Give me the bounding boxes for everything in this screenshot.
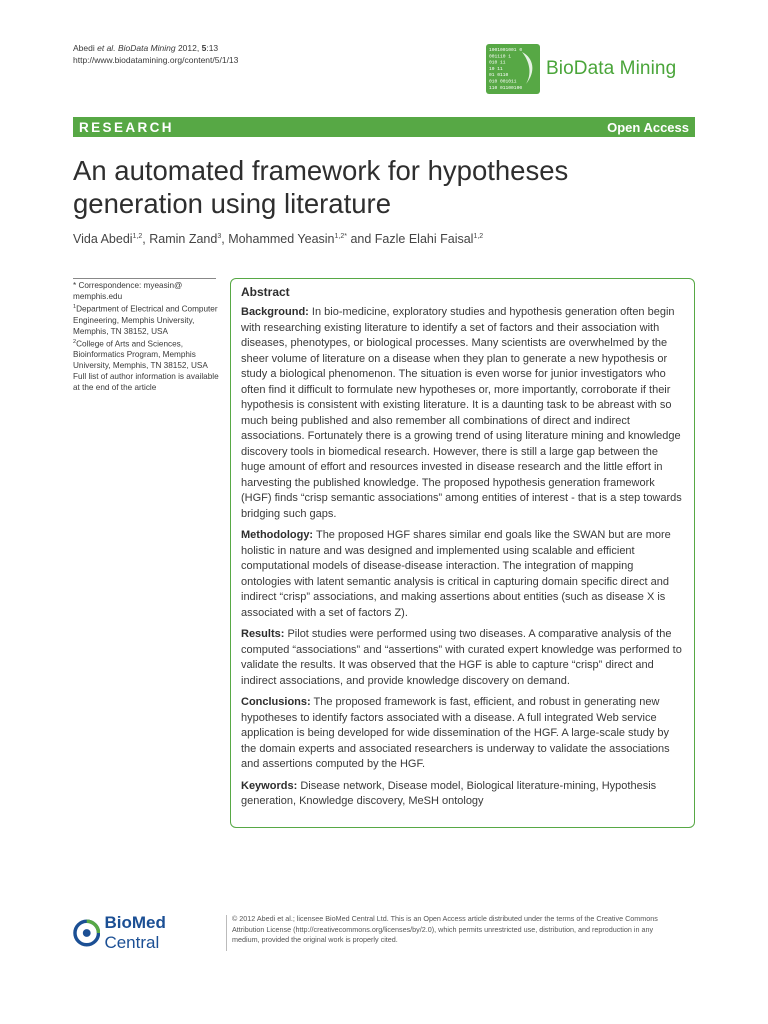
journal-logo (486, 44, 696, 94)
footer-divider (226, 915, 227, 951)
logo-digit-line: 001110 1 (489, 54, 512, 60)
logo-digit-line: 10 11 (489, 66, 503, 72)
section-text: The proposed HGF shares similar end goals like the SWAN but are more holistic in nature and was designed and implemented using scalable and efficient computational models of disease-disease interaction. The integration of mapping ontologies with latent semantic analysis is critical in capturing domain specific direct and indirect “crisp” associations, and making assertions about entities (such as disease X is associated with a set of factors Z). (241, 529, 671, 619)
open-access-badge: Open Access (607, 119, 689, 135)
section-text: Disease network, Disease model, Biological literature-mining, Hypothesis generation, Knowledge discovery, MeSH ontology (241, 779, 657, 807)
abstract-methodology (241, 528, 684, 621)
abstract-results (241, 627, 684, 689)
abstract-heading: Abstract (241, 285, 290, 299)
author-info-note: Full list of author information is available at the end of the article (73, 372, 219, 393)
author-list (73, 232, 693, 246)
logo-digit-line: 010 001011 (489, 79, 517, 85)
side-notes-divider (73, 278, 216, 279)
correspondence-email[interactable]: * Correspondence: myeasin@ (73, 281, 183, 290)
citation-author: Abedi (73, 43, 95, 53)
biomed-central-logo (73, 913, 223, 953)
logo-digit-line: 1001001001 0 (489, 48, 523, 53)
citation-journal: BioData Mining (117, 43, 176, 53)
section-label: Methodology: (241, 529, 314, 541)
biodata-logo-icon (486, 44, 540, 94)
logo-digit-line: 110 01100100 (489, 85, 523, 91)
citation-etal: et al. (97, 43, 116, 53)
section-label: Conclusions: (241, 696, 311, 708)
citation-article: :13 (206, 43, 219, 53)
correspondence (73, 280, 223, 302)
citation-line (73, 42, 238, 54)
citation-year: 2012, (177, 43, 200, 53)
logo-digit-line: 010 11 (489, 60, 506, 66)
affiliation-1: $^1$Department of Electrical and Computer Engineering, Memphis University, Memphis, TN 38152, USA (73, 304, 218, 336)
affiliation-2: $^2$College of Arts and Sciences, Bioinformatics Program, Memphis University, Memphis, TN 38152, USA (73, 338, 208, 371)
author: Ramin Zand$^3$, (149, 232, 229, 246)
biomed-central-wordmark: BioMed Central (104, 913, 166, 952)
abstract-keywords (241, 779, 684, 810)
header-citation (73, 42, 238, 66)
abstract-background (241, 305, 684, 522)
correspondence-email-domain[interactable]: memphis.edu (73, 292, 123, 301)
citation-url[interactable]: http://www.biodatamining.org/content/5/1/13 (73, 55, 239, 65)
section-banner (73, 117, 695, 137)
side-notes (73, 280, 223, 393)
section-text: Pilot studies were performed using two diseases. A comparative analysis of the computed “associations” and “assertions” with curated expert knowledge was performed to validate the results. It was observed that the HGF is able to capture “crisp” direct and indirect associations, and provide knowledge discovery on demand. (241, 628, 682, 687)
author: Fazle Elahi Faisal$^{1,2}$ (374, 232, 484, 246)
abstract-box (230, 278, 695, 828)
journal-logo-text: BioData Mining (546, 58, 677, 79)
section-label: Keywords: (241, 779, 298, 792)
abstract-conclusions (241, 695, 684, 773)
author: Mohammed Yeasin$^{1,2*}$ and (228, 232, 375, 246)
biomed-central-icon (73, 919, 100, 947)
title-line-2: generation using literature (73, 188, 391, 219)
banner-research-label: RESEARCH (79, 119, 174, 135)
section-label: Results: (241, 628, 285, 640)
section-text: The proposed framework is fast, efficient, and robust in generating new hypotheses to identify factors associated with a disease. A full integrated Web service application is being developed for wide dissemination of the HGF. A large-scale study by the domain experts and associated researchers is underway to validate the associations and assertions computed by the HGF. (241, 696, 670, 770)
section-text: In bio-medicine, exploratory studies and hypothesis generation often begin with researching existing literature to identify a set of factors and their association with diseases, phenotypes, or biological processes. Many scientists are overwhelmed by the sheer volume of literature on a disease when they plan to generate a new hypothesis or study a biological phenomenon. The situation is even worse for junior investigators who often find it difficult to formulate new hypotheses or, more importantly, corroborate if their hypothesis is consistent with existing literature. It is a daunting task to be abreast with so much being published and also remember all combinations of direct and indirect associations. Fortunately there is a growing trend of using literature mining and knowledge discovery tools in biomedical research. However, there is still a large gap between the huge amount of effort and resources invested in disease research and the little effort in harvesting the published knowledge. The proposed hypothesis generation framework (HGF) finds “crisp semantic associations” among entities of interest - that is a step towards bridging such gaps. (241, 306, 682, 520)
logo-digit-line: 01 0110 (489, 73, 509, 79)
author: Vida Abedi$^{1,2}$, (73, 232, 150, 246)
section-label: Background: (241, 306, 309, 318)
title-line-1: An automated framework for hypotheses (73, 155, 569, 186)
license-text: © 2012 Abedi et al.; licensee BioMed Central Ltd. This is an Open Access article distributed under the terms of the Creative Commons Attribution License (http://creativecommons.org/licenses/by/2.0), which permits unrestricted use, distribution, and reproduction in any medium, provided the original work is properly cited. (232, 914, 658, 944)
citation-volume: 5 (201, 43, 207, 53)
article-title (73, 154, 693, 220)
